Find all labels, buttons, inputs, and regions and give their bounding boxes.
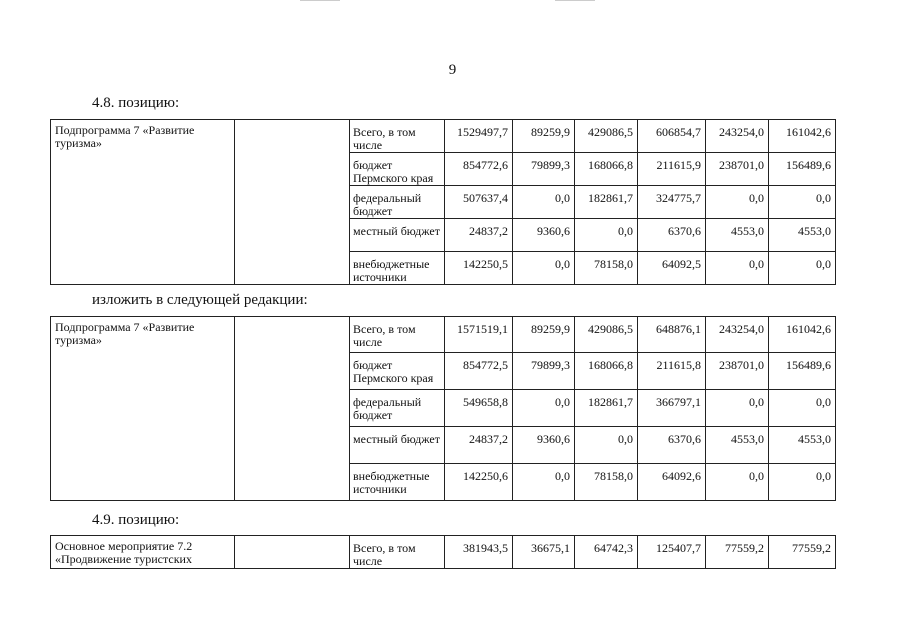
funding-source-cell: местный бюджет xyxy=(350,427,445,464)
value-cell: 243254,0 xyxy=(706,120,769,153)
value-cell: 854772,5 xyxy=(445,353,513,390)
value-cell: 0,0 xyxy=(706,464,769,501)
program-name-cell: Подпрограмма 7 «Развитие туризма» xyxy=(51,317,235,501)
value-cell: 24837,2 xyxy=(445,219,513,252)
value-cell: 89259,9 xyxy=(513,120,575,153)
table-new-position xyxy=(50,316,836,501)
value-cell: 64092,6 xyxy=(638,464,706,501)
value-cell: 0,0 xyxy=(769,186,836,219)
value-cell: 0,0 xyxy=(706,186,769,219)
value-cell: 9360,6 xyxy=(513,427,575,464)
value-cell: 0,0 xyxy=(706,252,769,285)
funding-source-cell: Всего, в том числе xyxy=(350,120,445,153)
value-cell: 36675,1 xyxy=(513,536,575,569)
heading-replace: изложить в следующей редакции: xyxy=(92,292,308,308)
value-cell: 0,0 xyxy=(769,464,836,501)
value-cell: 24837,2 xyxy=(445,427,513,464)
value-cell: 142250,5 xyxy=(445,252,513,285)
value-cell: 0,0 xyxy=(769,252,836,285)
value-cell: 78158,0 xyxy=(575,464,638,501)
value-cell: 79899,3 xyxy=(513,353,575,390)
funding-source-cell: местный бюджет xyxy=(350,219,445,252)
value-cell: 6370,6 xyxy=(638,219,706,252)
value-cell: 4553,0 xyxy=(706,427,769,464)
funding-source-cell: Всего, в том числе xyxy=(350,536,445,569)
value-cell: 77559,2 xyxy=(706,536,769,569)
value-cell: 161042,6 xyxy=(769,317,836,353)
table-body xyxy=(51,120,836,285)
value-cell: 125407,7 xyxy=(638,536,706,569)
value-cell: 168066,8 xyxy=(575,353,638,390)
value-cell: 507637,4 xyxy=(445,186,513,219)
value-cell: 0,0 xyxy=(513,186,575,219)
value-cell: 0,0 xyxy=(575,219,638,252)
value-cell: 0,0 xyxy=(513,464,575,501)
heading-item-4-8: 4.8. позицию: xyxy=(92,95,180,111)
value-cell: 0,0 xyxy=(513,252,575,285)
funding-source-cell: федеральный бюджет xyxy=(350,186,445,219)
value-cell: 4553,0 xyxy=(769,219,836,252)
empty-cell xyxy=(235,120,350,285)
value-cell: 243254,0 xyxy=(706,317,769,353)
value-cell: 182861,7 xyxy=(575,186,638,219)
value-cell: 9360,6 xyxy=(513,219,575,252)
funding-source-cell: внебюджетные источники xyxy=(350,464,445,501)
value-cell: 549658,8 xyxy=(445,390,513,427)
table-row xyxy=(51,536,836,569)
value-cell: 429086,5 xyxy=(575,317,638,353)
value-cell: 1529497,7 xyxy=(445,120,513,153)
value-cell: 64092,5 xyxy=(638,252,706,285)
funding-source-cell: внебюджетные источники xyxy=(350,252,445,285)
value-cell: 0,0 xyxy=(513,390,575,427)
value-cell: 238701,0 xyxy=(706,353,769,390)
value-cell: 238701,0 xyxy=(706,153,769,186)
empty-cell xyxy=(235,536,350,569)
value-cell: 156489,6 xyxy=(769,153,836,186)
value-cell: 64742,3 xyxy=(575,536,638,569)
heading-item-4-9: 4.9. позицию: xyxy=(92,512,180,528)
table-item-4-9 xyxy=(50,535,836,569)
value-cell: 0,0 xyxy=(706,390,769,427)
value-cell: 89259,9 xyxy=(513,317,575,353)
table-row xyxy=(51,120,836,153)
value-cell: 429086,5 xyxy=(575,120,638,153)
value-cell: 648876,1 xyxy=(638,317,706,353)
table-row xyxy=(51,317,836,353)
value-cell: 381943,5 xyxy=(445,536,513,569)
funding-source-cell: бюджет Пермского края xyxy=(350,153,445,186)
value-cell: 0,0 xyxy=(575,427,638,464)
value-cell: 142250,6 xyxy=(445,464,513,501)
value-cell: 324775,7 xyxy=(638,186,706,219)
value-cell: 156489,6 xyxy=(769,353,836,390)
scan-artifact xyxy=(300,0,340,1)
program-name-cell: Основное мероприятие 7.2 «Продвижение туристских xyxy=(51,536,235,569)
value-cell: 211615,9 xyxy=(638,153,706,186)
value-cell: 211615,8 xyxy=(638,353,706,390)
page-number: 9 xyxy=(448,62,457,78)
empty-cell xyxy=(235,317,350,501)
value-cell: 77559,2 xyxy=(769,536,836,569)
value-cell: 4553,0 xyxy=(706,219,769,252)
value-cell: 854772,6 xyxy=(445,153,513,186)
funding-source-cell: федеральный бюджет xyxy=(350,390,445,427)
table-body xyxy=(51,317,836,501)
value-cell: 1571519,1 xyxy=(445,317,513,353)
value-cell: 4553,0 xyxy=(769,427,836,464)
value-cell: 606854,7 xyxy=(638,120,706,153)
value-cell: 79899,3 xyxy=(513,153,575,186)
value-cell: 366797,1 xyxy=(638,390,706,427)
value-cell: 78158,0 xyxy=(575,252,638,285)
value-cell: 168066,8 xyxy=(575,153,638,186)
scan-artifact xyxy=(555,0,595,1)
funding-source-cell: Всего, в том числе xyxy=(350,317,445,353)
funding-source-cell: бюджет Пермского края xyxy=(350,353,445,390)
value-cell: 182861,7 xyxy=(575,390,638,427)
value-cell: 0,0 xyxy=(769,390,836,427)
table-old-position xyxy=(50,119,836,285)
program-name-cell: Подпрограмма 7 «Развитие туризма» xyxy=(51,120,235,285)
table-body xyxy=(51,536,836,569)
value-cell: 161042,6 xyxy=(769,120,836,153)
value-cell: 6370,6 xyxy=(638,427,706,464)
